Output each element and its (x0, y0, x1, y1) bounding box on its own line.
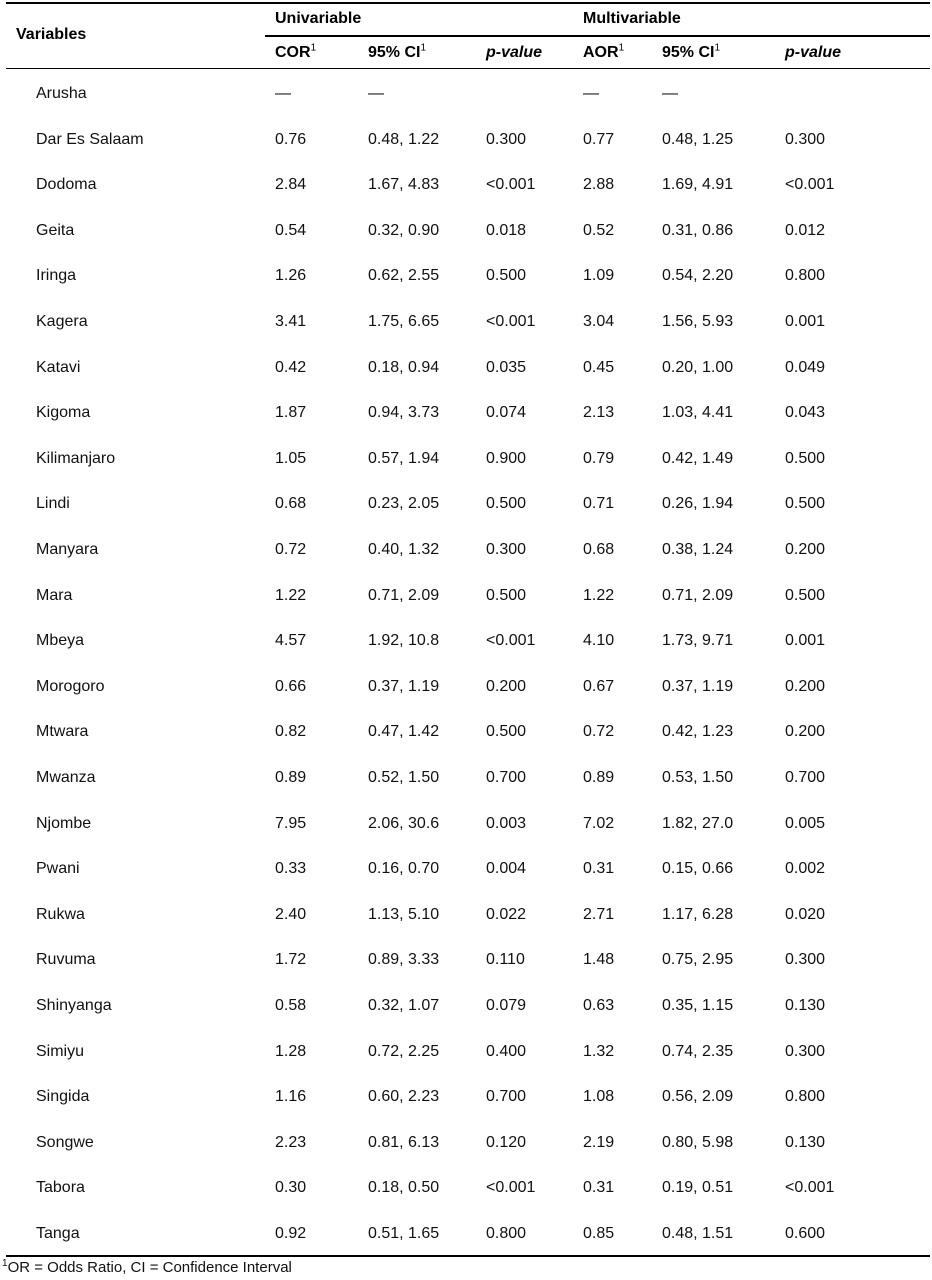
cell-region: Kagera (36, 313, 88, 330)
table-row (0, 264, 932, 288)
cell-p-value-multivariable: <0.001 (785, 176, 835, 194)
cell-ci-multivariable: 0.15, 0.66 (662, 860, 734, 878)
cell-p-value-univariable: 0.300 (486, 130, 527, 148)
table-header-rule (6, 68, 930, 69)
cell-aor: 0.45 (583, 358, 615, 376)
cell-p-value-univariable: 0.400 (486, 1042, 527, 1060)
cell-ci-multivariable: 0.80, 5.98 (662, 1133, 734, 1151)
header-univariable: Univariable (275, 10, 362, 27)
cell-cor: 0.42 (275, 358, 307, 376)
cell-region: Iringa (36, 267, 77, 285)
header-aor-sup: 1 (618, 42, 625, 54)
cell-ci-multivariable: — (662, 85, 678, 102)
table-row (0, 538, 932, 562)
cell-region: Njombe (36, 814, 92, 832)
cell-p-value-univariable: 0.300 (486, 541, 527, 558)
cell-aor: 0.31 (583, 1179, 615, 1197)
table-row (0, 401, 932, 425)
cell-ci-univariable: 0.52, 1.50 (368, 769, 440, 786)
cell-ci-multivariable: 0.19, 0.51 (662, 1179, 734, 1197)
header-aor-label: AOR (583, 44, 619, 61)
cell-p-value-multivariable: 0.005 (785, 814, 826, 832)
cell-aor: 1.08 (583, 1088, 615, 1106)
header-ci-sup: 1 (420, 42, 427, 54)
table-bottom-rule (6, 1255, 930, 1257)
table-row (0, 994, 932, 1018)
cell-p-value-univariable: 0.500 (486, 723, 527, 741)
cell-ci-univariable: 0.40, 1.32 (368, 541, 440, 558)
cell-ci-univariable: 0.18, 0.94 (368, 358, 440, 376)
table-footnote (2, 1259, 292, 1276)
cell-p-value-multivariable: 0.200 (785, 541, 826, 558)
cell-ci-multivariable: 0.56, 2.09 (662, 1088, 734, 1106)
table-row (0, 584, 932, 608)
cell-p-value-univariable: <0.001 (486, 176, 536, 194)
header-p-value-multivariable (785, 44, 841, 62)
cell-ci-multivariable: 0.26, 1.94 (662, 495, 734, 513)
cell-aor: 0.63 (583, 997, 615, 1014)
cell-aor: 7.02 (583, 814, 615, 832)
cell-p-value-univariable: 0.004 (486, 860, 527, 878)
cell-p-value-multivariable: 0.700 (785, 769, 826, 786)
cell-cor: 0.92 (275, 1225, 307, 1242)
table-row (0, 492, 932, 516)
cell-p-value-univariable: 0.800 (486, 1225, 527, 1242)
table-group-rule (265, 35, 930, 37)
table-row (0, 675, 932, 699)
cell-region: Dar Es Salaam (36, 130, 144, 148)
header-multivariable: Multivariable (583, 10, 681, 27)
cell-aor: 0.77 (583, 130, 615, 148)
table-row (0, 629, 932, 653)
cell-p-value-univariable: 0.200 (486, 677, 527, 695)
cell-ci-univariable: 1.13, 5.10 (368, 905, 440, 923)
cell-p-value-univariable: 0.700 (486, 769, 527, 786)
cell-cor: 0.58 (275, 997, 307, 1014)
cell-p-value-multivariable: 0.500 (785, 586, 826, 604)
cell-cor: — (275, 85, 291, 102)
cell-cor: 1.22 (275, 586, 307, 604)
cell-ci-univariable: 1.67, 4.83 (368, 176, 440, 194)
cell-p-value-univariable: 0.074 (486, 404, 527, 422)
cell-ci-multivariable: 0.42, 1.49 (662, 449, 734, 467)
cell-ci-univariable: 0.32, 1.07 (368, 997, 440, 1014)
cell-ci-univariable: 0.89, 3.33 (368, 951, 440, 969)
cell-ci-univariable: 0.23, 2.05 (368, 495, 440, 513)
cell-aor: 2.88 (583, 176, 615, 194)
cell-cor: 0.89 (275, 769, 307, 786)
table-row (0, 812, 932, 836)
cell-p-value-univariable: 0.079 (486, 997, 527, 1014)
cell-aor: 0.79 (583, 449, 615, 467)
table-row (0, 903, 932, 927)
header-ci-univariable (368, 44, 426, 62)
cell-cor: 0.30 (275, 1179, 307, 1197)
cell-region: Mara (36, 586, 73, 604)
table-row (0, 1085, 932, 1109)
cell-ci-univariable: 1.75, 6.65 (368, 313, 440, 330)
cell-p-value-univariable: <0.001 (486, 632, 536, 650)
cell-cor: 0.54 (275, 221, 307, 239)
cell-p-value-multivariable: 0.049 (785, 358, 826, 376)
cell-ci-univariable: 0.71, 2.09 (368, 586, 440, 604)
cell-cor: 0.66 (275, 677, 307, 695)
cell-aor: 0.71 (583, 495, 615, 513)
cell-ci-multivariable: 0.37, 1.19 (662, 677, 734, 695)
header-cor (275, 44, 316, 62)
cell-aor: 2.19 (583, 1133, 615, 1151)
table-row (0, 447, 932, 471)
header-variables: Variables (16, 26, 87, 43)
cell-ci-univariable: 1.92, 10.8 (368, 632, 440, 650)
cell-ci-univariable: 0.37, 1.19 (368, 677, 440, 695)
cell-region: Arusha (36, 85, 87, 102)
cell-p-value-univariable: 0.022 (486, 905, 527, 923)
cell-ci-univariable: 2.06, 30.6 (368, 814, 440, 832)
cell-ci-multivariable: 0.48, 1.25 (662, 130, 734, 148)
cell-region: Rukwa (36, 905, 85, 923)
cell-ci-multivariable: 0.35, 1.15 (662, 997, 734, 1014)
header-p-value-label: p-value (785, 44, 842, 61)
table-row (0, 948, 932, 972)
cell-ci-multivariable: 0.75, 2.95 (662, 951, 734, 969)
table-top-rule (6, 2, 930, 4)
cell-ci-univariable: 0.32, 0.90 (368, 221, 440, 239)
cell-cor: 2.84 (275, 176, 307, 194)
cell-aor: 2.13 (583, 404, 615, 422)
cell-p-value-univariable: 0.500 (486, 586, 527, 604)
cell-p-value-multivariable: 0.500 (785, 495, 826, 513)
cell-ci-multivariable: 0.42, 1.23 (662, 723, 734, 741)
header-aor (583, 44, 624, 62)
cell-region: Geita (36, 221, 75, 239)
cell-cor: 1.87 (275, 404, 307, 422)
cell-region: Singida (36, 1088, 90, 1106)
header-ci-sup: 1 (714, 42, 721, 54)
cell-ci-multivariable: 1.03, 4.41 (662, 404, 734, 422)
table-row (0, 310, 932, 334)
table-row (0, 128, 932, 152)
table-row (0, 82, 932, 106)
cell-region: Mwanza (36, 769, 96, 786)
cell-ci-multivariable: 0.53, 1.50 (662, 769, 734, 786)
cell-p-value-univariable: <0.001 (486, 313, 536, 330)
cell-ci-multivariable: 0.48, 1.51 (662, 1225, 734, 1242)
cell-ci-multivariable: 0.31, 0.86 (662, 221, 734, 239)
cell-ci-univariable: 0.18, 0.50 (368, 1179, 440, 1197)
cell-cor: 1.16 (275, 1088, 307, 1106)
header-ci-multivariable (662, 44, 720, 62)
cell-cor: 3.41 (275, 313, 307, 330)
header-ci-label: 95% CI (662, 44, 715, 61)
cell-p-value-multivariable: 0.200 (785, 723, 826, 741)
cell-ci-univariable: — (368, 85, 384, 102)
cell-p-value-multivariable: 0.002 (785, 860, 826, 878)
cell-p-value-univariable: <0.001 (486, 1179, 536, 1197)
header-p-value-univariable (486, 44, 542, 62)
cell-aor: 0.31 (583, 860, 615, 878)
cell-region: Pwani (36, 860, 80, 878)
cell-ci-multivariable: 1.56, 5.93 (662, 313, 734, 330)
table-row (0, 857, 932, 881)
table-row (0, 1222, 932, 1246)
cell-region: Kigoma (36, 404, 91, 422)
cell-p-value-multivariable: 0.800 (785, 1088, 826, 1106)
cell-p-value-multivariable: <0.001 (785, 1179, 835, 1197)
table-row (0, 1131, 932, 1155)
table-row (0, 1040, 932, 1064)
cell-cor: 0.72 (275, 541, 307, 558)
footnote-sup: 1 (2, 1258, 8, 1269)
table-row (0, 1176, 932, 1200)
cell-aor: 0.52 (583, 221, 615, 239)
cell-cor: 0.76 (275, 130, 307, 148)
cell-aor: 0.85 (583, 1225, 615, 1242)
cell-cor: 1.26 (275, 267, 307, 285)
cell-p-value-univariable: 0.035 (486, 358, 527, 376)
cell-cor: 7.95 (275, 814, 307, 832)
cell-ci-univariable: 0.47, 1.42 (368, 723, 440, 741)
table-row (0, 173, 932, 197)
cell-cor: 4.57 (275, 632, 307, 650)
header-p-value-label: p-value (486, 44, 543, 61)
cell-p-value-multivariable: 0.020 (785, 905, 826, 923)
table-row (0, 720, 932, 744)
cell-p-value-univariable: 0.120 (486, 1133, 527, 1151)
cell-region: Mbeya (36, 632, 85, 650)
cell-cor: 1.72 (275, 951, 307, 969)
cell-ci-multivariable: 1.17, 6.28 (662, 905, 734, 923)
cell-region: Dodoma (36, 176, 97, 194)
cell-cor: 1.05 (275, 449, 307, 467)
cell-ci-univariable: 0.60, 2.23 (368, 1088, 440, 1106)
cell-p-value-univariable: 0.018 (486, 221, 527, 239)
table-row (0, 356, 932, 380)
cell-ci-univariable: 0.72, 2.25 (368, 1042, 440, 1060)
cell-p-value-univariable: 0.900 (486, 449, 527, 467)
cell-ci-multivariable: 0.71, 2.09 (662, 586, 734, 604)
cell-cor: 0.82 (275, 723, 307, 741)
cell-ci-univariable: 0.16, 0.70 (368, 860, 440, 878)
cell-ci-univariable: 0.62, 2.55 (368, 267, 440, 285)
header-ci-label: 95% CI (368, 44, 421, 61)
cell-ci-multivariable: 0.20, 1.00 (662, 358, 734, 376)
footnote-text: OR = Odds Ratio, CI = Confidence Interval (7, 1259, 292, 1276)
cell-p-value-multivariable: 0.001 (785, 632, 826, 650)
cell-aor: 3.04 (583, 313, 615, 330)
cell-region: Ruvuma (36, 951, 96, 969)
cell-cor: 2.23 (275, 1133, 307, 1151)
cell-p-value-multivariable: 0.600 (785, 1225, 826, 1242)
cell-region: Songwe (36, 1133, 94, 1151)
cell-region: Manyara (36, 541, 99, 558)
cell-p-value-multivariable: 0.043 (785, 404, 826, 422)
cell-p-value-univariable: 0.700 (486, 1088, 527, 1106)
cell-cor: 2.40 (275, 905, 307, 923)
cell-aor: 0.67 (583, 677, 615, 695)
cell-region: Morogoro (36, 677, 105, 695)
cell-aor: 1.48 (583, 951, 615, 969)
cell-ci-multivariable: 1.82, 27.0 (662, 814, 734, 832)
cell-p-value-univariable: 0.110 (486, 951, 525, 969)
cell-ci-univariable: 0.81, 6.13 (368, 1133, 440, 1151)
cell-p-value-univariable: 0.500 (486, 495, 527, 513)
cell-aor: 4.10 (583, 632, 615, 650)
header-cor-label: COR (275, 44, 311, 61)
cell-p-value-multivariable: 0.001 (785, 313, 826, 330)
cell-aor: 1.09 (583, 267, 615, 285)
cell-ci-multivariable: 0.54, 2.20 (662, 267, 734, 285)
cell-p-value-multivariable: 0.130 (785, 997, 826, 1014)
cell-ci-univariable: 0.51, 1.65 (368, 1225, 440, 1242)
cell-ci-univariable: 0.48, 1.22 (368, 130, 440, 148)
cell-aor: 0.89 (583, 769, 615, 786)
cell-p-value-multivariable: 0.800 (785, 267, 826, 285)
table-row (0, 219, 932, 243)
cell-p-value-multivariable: 0.200 (785, 677, 826, 695)
cell-aor: 1.32 (583, 1042, 615, 1060)
cell-region: Tabora (36, 1179, 85, 1197)
cell-aor: 2.71 (583, 905, 615, 923)
cell-ci-multivariable: 0.74, 2.35 (662, 1042, 734, 1060)
cell-region: Katavi (36, 358, 81, 376)
cell-cor: 0.68 (275, 495, 307, 513)
cell-region: Lindi (36, 495, 70, 513)
cell-cor: 0.33 (275, 860, 307, 878)
cell-aor: 0.72 (583, 723, 615, 741)
cell-p-value-univariable: 0.003 (486, 814, 527, 832)
cell-p-value-multivariable: 0.130 (785, 1133, 826, 1151)
cell-p-value-multivariable: 0.300 (785, 130, 826, 148)
cell-cor: 1.28 (275, 1042, 307, 1060)
cell-ci-multivariable: 1.69, 4.91 (662, 176, 734, 194)
cell-p-value-multivariable: 0.500 (785, 449, 826, 467)
cell-aor: 0.68 (583, 541, 615, 558)
cell-aor: — (583, 85, 599, 102)
cell-p-value-multivariable: 0.012 (785, 221, 826, 239)
cell-ci-multivariable: 1.73, 9.71 (662, 632, 734, 650)
table-row (0, 766, 932, 790)
cell-p-value-multivariable: 0.300 (785, 1042, 826, 1060)
cell-region: Shinyanga (36, 997, 112, 1014)
cell-ci-multivariable: 0.38, 1.24 (662, 541, 734, 558)
cell-region: Simiyu (36, 1042, 85, 1060)
cell-p-value-univariable: 0.500 (486, 267, 527, 285)
cell-ci-univariable: 0.57, 1.94 (368, 449, 440, 467)
cell-region: Kilimanjaro (36, 449, 116, 467)
cell-aor: 1.22 (583, 586, 615, 604)
cell-region: Tanga (36, 1225, 80, 1242)
cell-region: Mtwara (36, 723, 89, 741)
cell-ci-univariable: 0.94, 3.73 (368, 404, 440, 422)
header-cor-sup: 1 (310, 42, 317, 54)
cell-p-value-multivariable: 0.300 (785, 951, 826, 969)
